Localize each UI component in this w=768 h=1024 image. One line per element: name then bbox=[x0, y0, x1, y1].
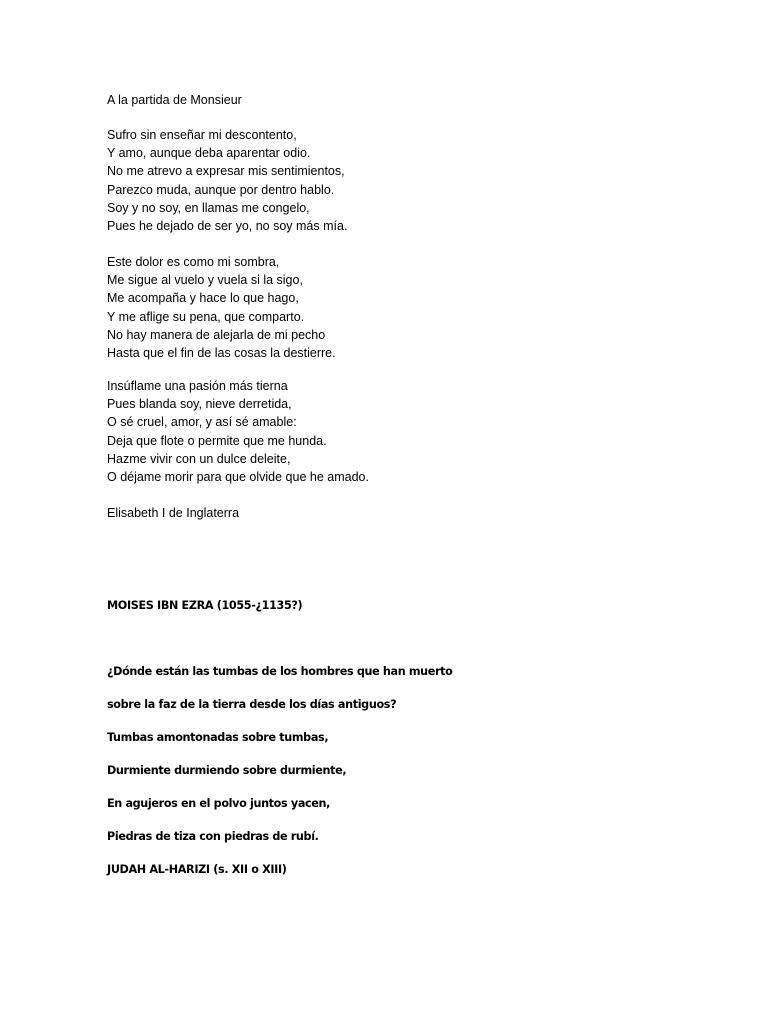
verse-line: Parezco muda, aunque por dentro hablo. bbox=[107, 182, 335, 197]
verse-line: Me acompaña y hace lo que hago, bbox=[107, 291, 299, 306]
verse-line: Este dolor es como mi sombra, bbox=[107, 255, 280, 269]
bold-verse-line: Piedras de tiza con piedras de rubí. bbox=[107, 830, 319, 843]
bold-verse-line: sobre la faz de la tierra desde los días antiguos? bbox=[107, 698, 397, 711]
verse-line: Y amo, aunque deba aparentar odio. bbox=[107, 146, 311, 161]
verse-line: Hasta que el fin de las cosas la destierre. bbox=[107, 346, 336, 361]
section-heading: MOISES IBN EZRA (1055-¿1135?) bbox=[107, 599, 303, 612]
poem-title: A la partida de Monsieur bbox=[107, 93, 242, 107]
stanza-3 bbox=[107, 377, 369, 486]
bold-verse-line: Tumbas amontonadas sobre tumbas, bbox=[107, 731, 329, 744]
verse-line: Me sigue al vuelo y vuela si la sigo, bbox=[107, 273, 303, 288]
verse-line: O déjame morir para que olvide que he amado. bbox=[107, 470, 369, 485]
stanza-1 bbox=[107, 126, 347, 235]
bold-verse-line: En agujeros en el polvo juntos yacen, bbox=[107, 797, 331, 810]
verse-line: O sé cruel, amor, y así sé amable: bbox=[107, 415, 297, 430]
verse-line: Y me aflige su pena, que comparto. bbox=[107, 309, 305, 324]
verse-line: Sufro sin enseñar mi descontento, bbox=[107, 128, 297, 142]
verse-line: Hazme vivir con un dulce deleite, bbox=[107, 451, 291, 466]
verse-line: Insúflame una pasión más tierna bbox=[107, 379, 288, 393]
verse-line: Pues blanda soy, nieve derretida, bbox=[107, 397, 292, 412]
verse-line: No me atrevo a expresar mis sentimientos, bbox=[107, 164, 345, 179]
section-heading: JUDAH AL-HARIZI (s. XII o XIII) bbox=[107, 863, 287, 876]
document-page bbox=[107, 0, 747, 1024]
poem-author: Elisabeth I de Inglaterra bbox=[107, 506, 240, 520]
verse-line: Soy y no soy, en llamas me congelo, bbox=[107, 200, 310, 215]
verse-line: Deja que flote o permite que me hunda. bbox=[107, 433, 327, 448]
bold-verse-line: ¿Dónde están las tumbas de los hombres que han muerto bbox=[107, 665, 453, 678]
stanza-2 bbox=[107, 253, 336, 362]
verse-line: Pues he dejado de ser yo, no soy más mía. bbox=[107, 219, 348, 234]
verse-line: No hay manera de alejarla de mi pecho bbox=[107, 327, 326, 342]
bold-verse-line: Durmiente durmiendo sobre durmiente, bbox=[107, 764, 347, 777]
